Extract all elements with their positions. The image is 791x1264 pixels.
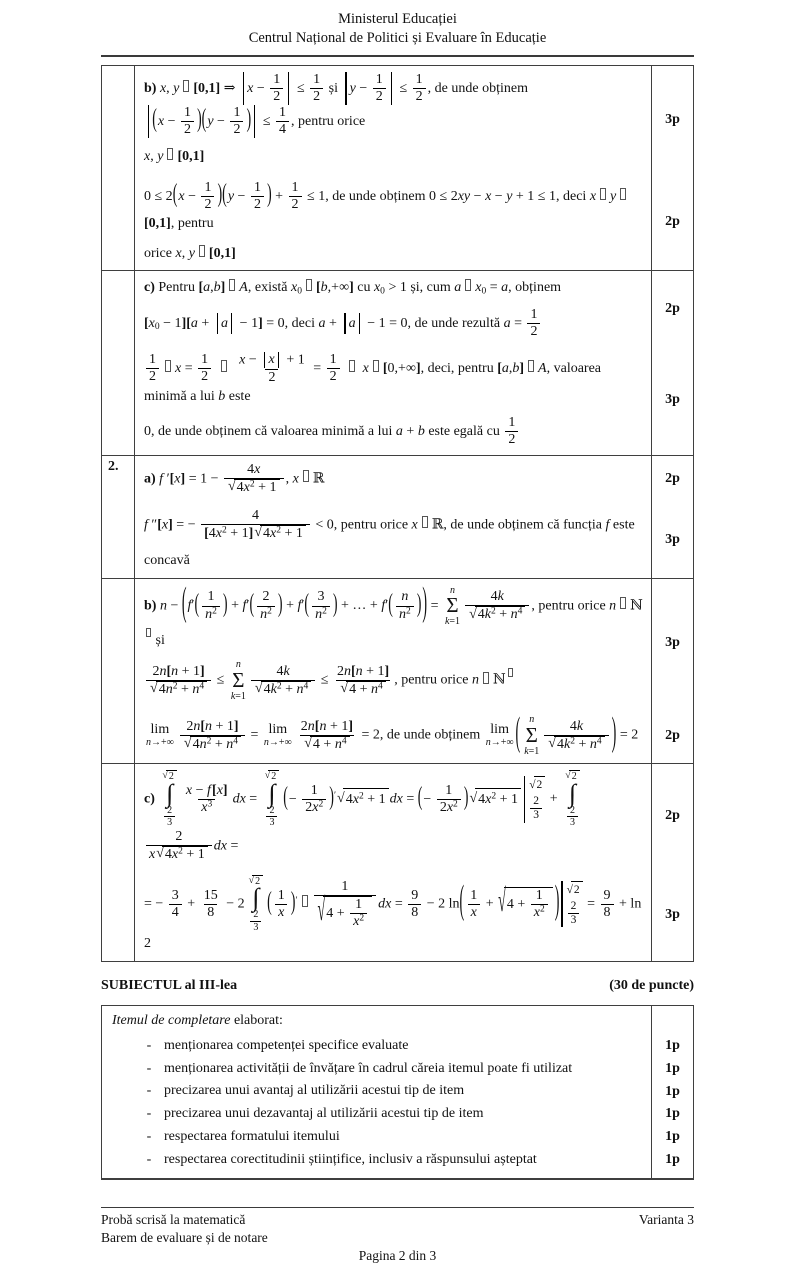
points-badge: 1p: [651, 1035, 693, 1058]
solution-step-row: [135, 271, 693, 346]
subject-points: (30 de puncte): [609, 978, 694, 994]
solution-step-row: [135, 579, 693, 709]
exercise-number: [102, 579, 135, 764]
item-row: [102, 1058, 693, 1081]
subject-title: SUBIECTUL al III-lea: [101, 978, 238, 994]
solution-step-row: [135, 174, 693, 271]
solution-step-row: [135, 66, 693, 174]
item-box-points-column: [651, 1006, 693, 1035]
table-row: [102, 763, 693, 961]
document-header: [101, 10, 694, 48]
header-line-2: Centrul Național de Politici și Evaluare în Educație: [248, 29, 547, 46]
solution-step-row: [135, 346, 693, 454]
bullet-dash: -: [146, 1038, 152, 1054]
points-badge: 1p: [651, 1149, 693, 1172]
points-badge: 3p: [651, 346, 693, 454]
points-badge: 1p: [651, 1058, 693, 1081]
footer-variant: Varianta 3: [638, 1212, 694, 1228]
solution-step-row: [135, 869, 693, 961]
item-text: respectarea corectitudinii științifice, inclusiv a răspunsului așteptat: [164, 1151, 537, 1167]
points-badge: 2p: [651, 174, 693, 271]
points-badge: 2p: [651, 456, 693, 502]
item-row: [102, 1035, 693, 1058]
math-line: concavă: [144, 552, 190, 568]
math-line: [x0 − 1][a + a − 1] = 0, deci a + a − 1 = 0, de unde rezultă a = $\frac{1}{2}$: [144, 303, 645, 344]
points-badge: 1p: [651, 1080, 693, 1103]
math-line: x, y [0,1]: [144, 149, 205, 165]
math-line: orice x, y [0,1]: [144, 245, 236, 261]
solution-text: [135, 764, 651, 869]
header-line-1: Ministerul Educației: [338, 11, 457, 27]
item-text: precizarea unui dezavantaj al utilizării acestui tip de item: [164, 1106, 484, 1122]
bullet-dash: -: [146, 1083, 152, 1099]
points-badge: 1p: [651, 1103, 693, 1126]
footer-exam-name: Probă scrisă la matematică: [101, 1212, 246, 1228]
item-row: [102, 1080, 693, 1103]
header-rule: [101, 55, 694, 57]
solution-text: [135, 66, 651, 174]
footer-page-number: Pagina 2 din 3: [358, 1248, 437, 1264]
math-line: a) f ′[x] = 1 − 4x √ $4x^2 + 1$ , x ℝ: [144, 461, 325, 495]
points-badge: 3p: [651, 869, 693, 961]
math-line: 0 ≤ 2 ( x − $\frac{1}{2}$ ) ( y − $\frac{1}{2}$ ) + $\frac{1}{2}$ ≤ 1, de unde obținem 0 ≤ 2xy − x − y + 1 ≤ 1, deci x y[0,1], pentru: [144, 176, 645, 239]
item-box-items: [102, 1035, 693, 1171]
table-row: [102, 578, 693, 764]
item-text: menționarea activității de învățare în cadrul căreia itemul poate fi utilizat: [164, 1060, 573, 1076]
math-line: lim n→+∞ 2n[n + 1] √ $4n^2 + n^4$ = lim n→+∞ 2n[n + 1] √ $4 + n^4$ = 2, de unde obținem lim n→+∞ ( n Σ k=1 4k √ $4k^2 + n^4$ ) = 2: [146, 712, 639, 757]
exercise-number: [102, 66, 135, 271]
points-badge: 2p: [651, 271, 693, 346]
item-text: precizarea unui avantaj al utilizării acestui tip de item: [164, 1083, 465, 1099]
footer-left: [101, 1211, 268, 1246]
points-badge: 3p: [651, 579, 693, 709]
footer: [101, 1208, 694, 1246]
solution-step-row: [135, 456, 693, 502]
solution-step-row: [135, 764, 693, 869]
item-text: menționarea competenței specifice evaluate: [164, 1038, 409, 1054]
table-row: [102, 270, 693, 454]
points-badge: 2p: [651, 764, 693, 869]
points-badge: 3p: [651, 502, 693, 578]
bullet-dash: -: [146, 1151, 152, 1167]
math-line: 0, de unde obținem că valoarea minimă a lui a + b este egală cu $\frac{1}{2}$: [144, 411, 645, 452]
exercise-number: 2.: [102, 456, 135, 578]
subject-heading: [101, 978, 694, 994]
item-box-title-rest: elaborat:: [230, 1013, 283, 1029]
item-box: [101, 1005, 694, 1180]
exercise-number: [102, 271, 135, 454]
footer-barem-name: Barem de evaluare și de notare: [101, 1229, 268, 1245]
solution-text: [135, 579, 651, 709]
solution-step-row: [135, 502, 693, 578]
solution-text: [135, 502, 651, 578]
math-line: c) √ 2 ∫ $\frac{2}{3}$ $\frac{x - f[x]}{x^3}$ dx = √ 2 ∫ $\frac{2}{3}$ ( − $\frac{1}{2x^2}$ ) ′ √ $4x^2 + 1$ dx = ( − $\frac{1}{2x^2}$ ) √ $4x^2 + 1$ √ 2 $\frac{2}{3}$ + √ 2 ∫ $\frac{2}{3}$ 2 x √ $4x^2 + 1$ dx =: [144, 766, 645, 867]
item-row: [102, 1103, 693, 1126]
solution-text: [135, 346, 651, 454]
math-line: c) Pentru [a,b] A, există x0 [b,+∞] cu x0 > 1 și, cum a x0 = a, obținem: [144, 280, 562, 297]
bullet-dash: -: [146, 1060, 152, 1076]
item-box-bottom-spacer: [102, 1171, 693, 1178]
table-row: [102, 455, 693, 578]
math-line: f ″[x] = − 4 $[4x^2 + 1]$ √ $4x^2 + 1$ < 0, pentru orice x ℝ, de unde obținem că funcția f este: [144, 507, 635, 541]
points-badge: 3p: [651, 66, 693, 174]
item-text: respectarea formatului itemului: [164, 1128, 340, 1144]
exercise-number: [102, 764, 135, 961]
bullet-dash: -: [146, 1128, 152, 1144]
math-line: b) x, y [0,1] ⇒ x − $\frac{1}{2}$ ≤ $\frac{1}{2}$ și y − $\frac{1}{2}$ ≤ $\frac{1}{2}$ , de unde obținem ( x − $\frac{1}{2}$ ) ( y − $\frac{1}{2}$ ) ≤ $\frac{1}{4}$ , pentru orice: [144, 71, 528, 137]
solution-text: [135, 174, 651, 271]
math-line: = − $\frac{3}{4}$ + $\frac{15}{8}$ − 2 √ 2 ∫ $\frac{2}{3}$ ( $\frac{1}{x}$ ) ′ 1 √ 4 + $\frac{1}{x^2}$ dx = $\frac{9}{8}$ − 2 ln ( $\frac{1}{x}$ + √ 4 + $\frac{1}{x^2}$ ) √ 2 $\frac{2}{3}$ = $\frac{9}{8}$ + ln 2: [144, 875, 642, 952]
solution-text: [135, 708, 651, 763]
item-row: [102, 1149, 693, 1172]
table-row: [102, 66, 693, 271]
math-line: 2n[n + 1] √ $4n^2 + n^4$ ≤ n Σ k=1 4k √ $4k^2 + n^4$ ≤ 2n[n + 1] √ $4 + n^4$ , pentru orice n ℕ: [144, 655, 645, 706]
solution-text: [135, 271, 651, 346]
solution-text: [135, 869, 651, 961]
solutions-table: [101, 65, 694, 962]
points-badge: 1p: [651, 1126, 693, 1149]
item-row: [102, 1126, 693, 1149]
item-box-title-italic: Itemul de completare: [112, 1013, 231, 1029]
bullet-dash: -: [146, 1106, 152, 1122]
math-line: b) n − ( f′ ( $\frac{1}{n^2}$ ) + f′ ( $\frac{2}{n^2}$ ) + f′ ( $\frac{3}{n^2}$ ) + … + f′ ( $\frac{n}{n^2}$ ) ) = n Σ k=1 4k √ $4k^2 + n^4$ , pentru orice n ℕ și: [144, 582, 643, 648]
math-line: $\frac{1}{2}$ x = $\frac{1}{2}$ x − x + 1 2 = $\frac{1}{2}$ x [0,+∞], deci, pentru [a,b] A, valoarea minimă a lui b este: [144, 352, 602, 404]
solution-text: [135, 456, 651, 502]
points-badge: 2p: [651, 708, 693, 763]
item-box-title-row: [102, 1006, 693, 1035]
solution-step-row: [135, 708, 693, 763]
